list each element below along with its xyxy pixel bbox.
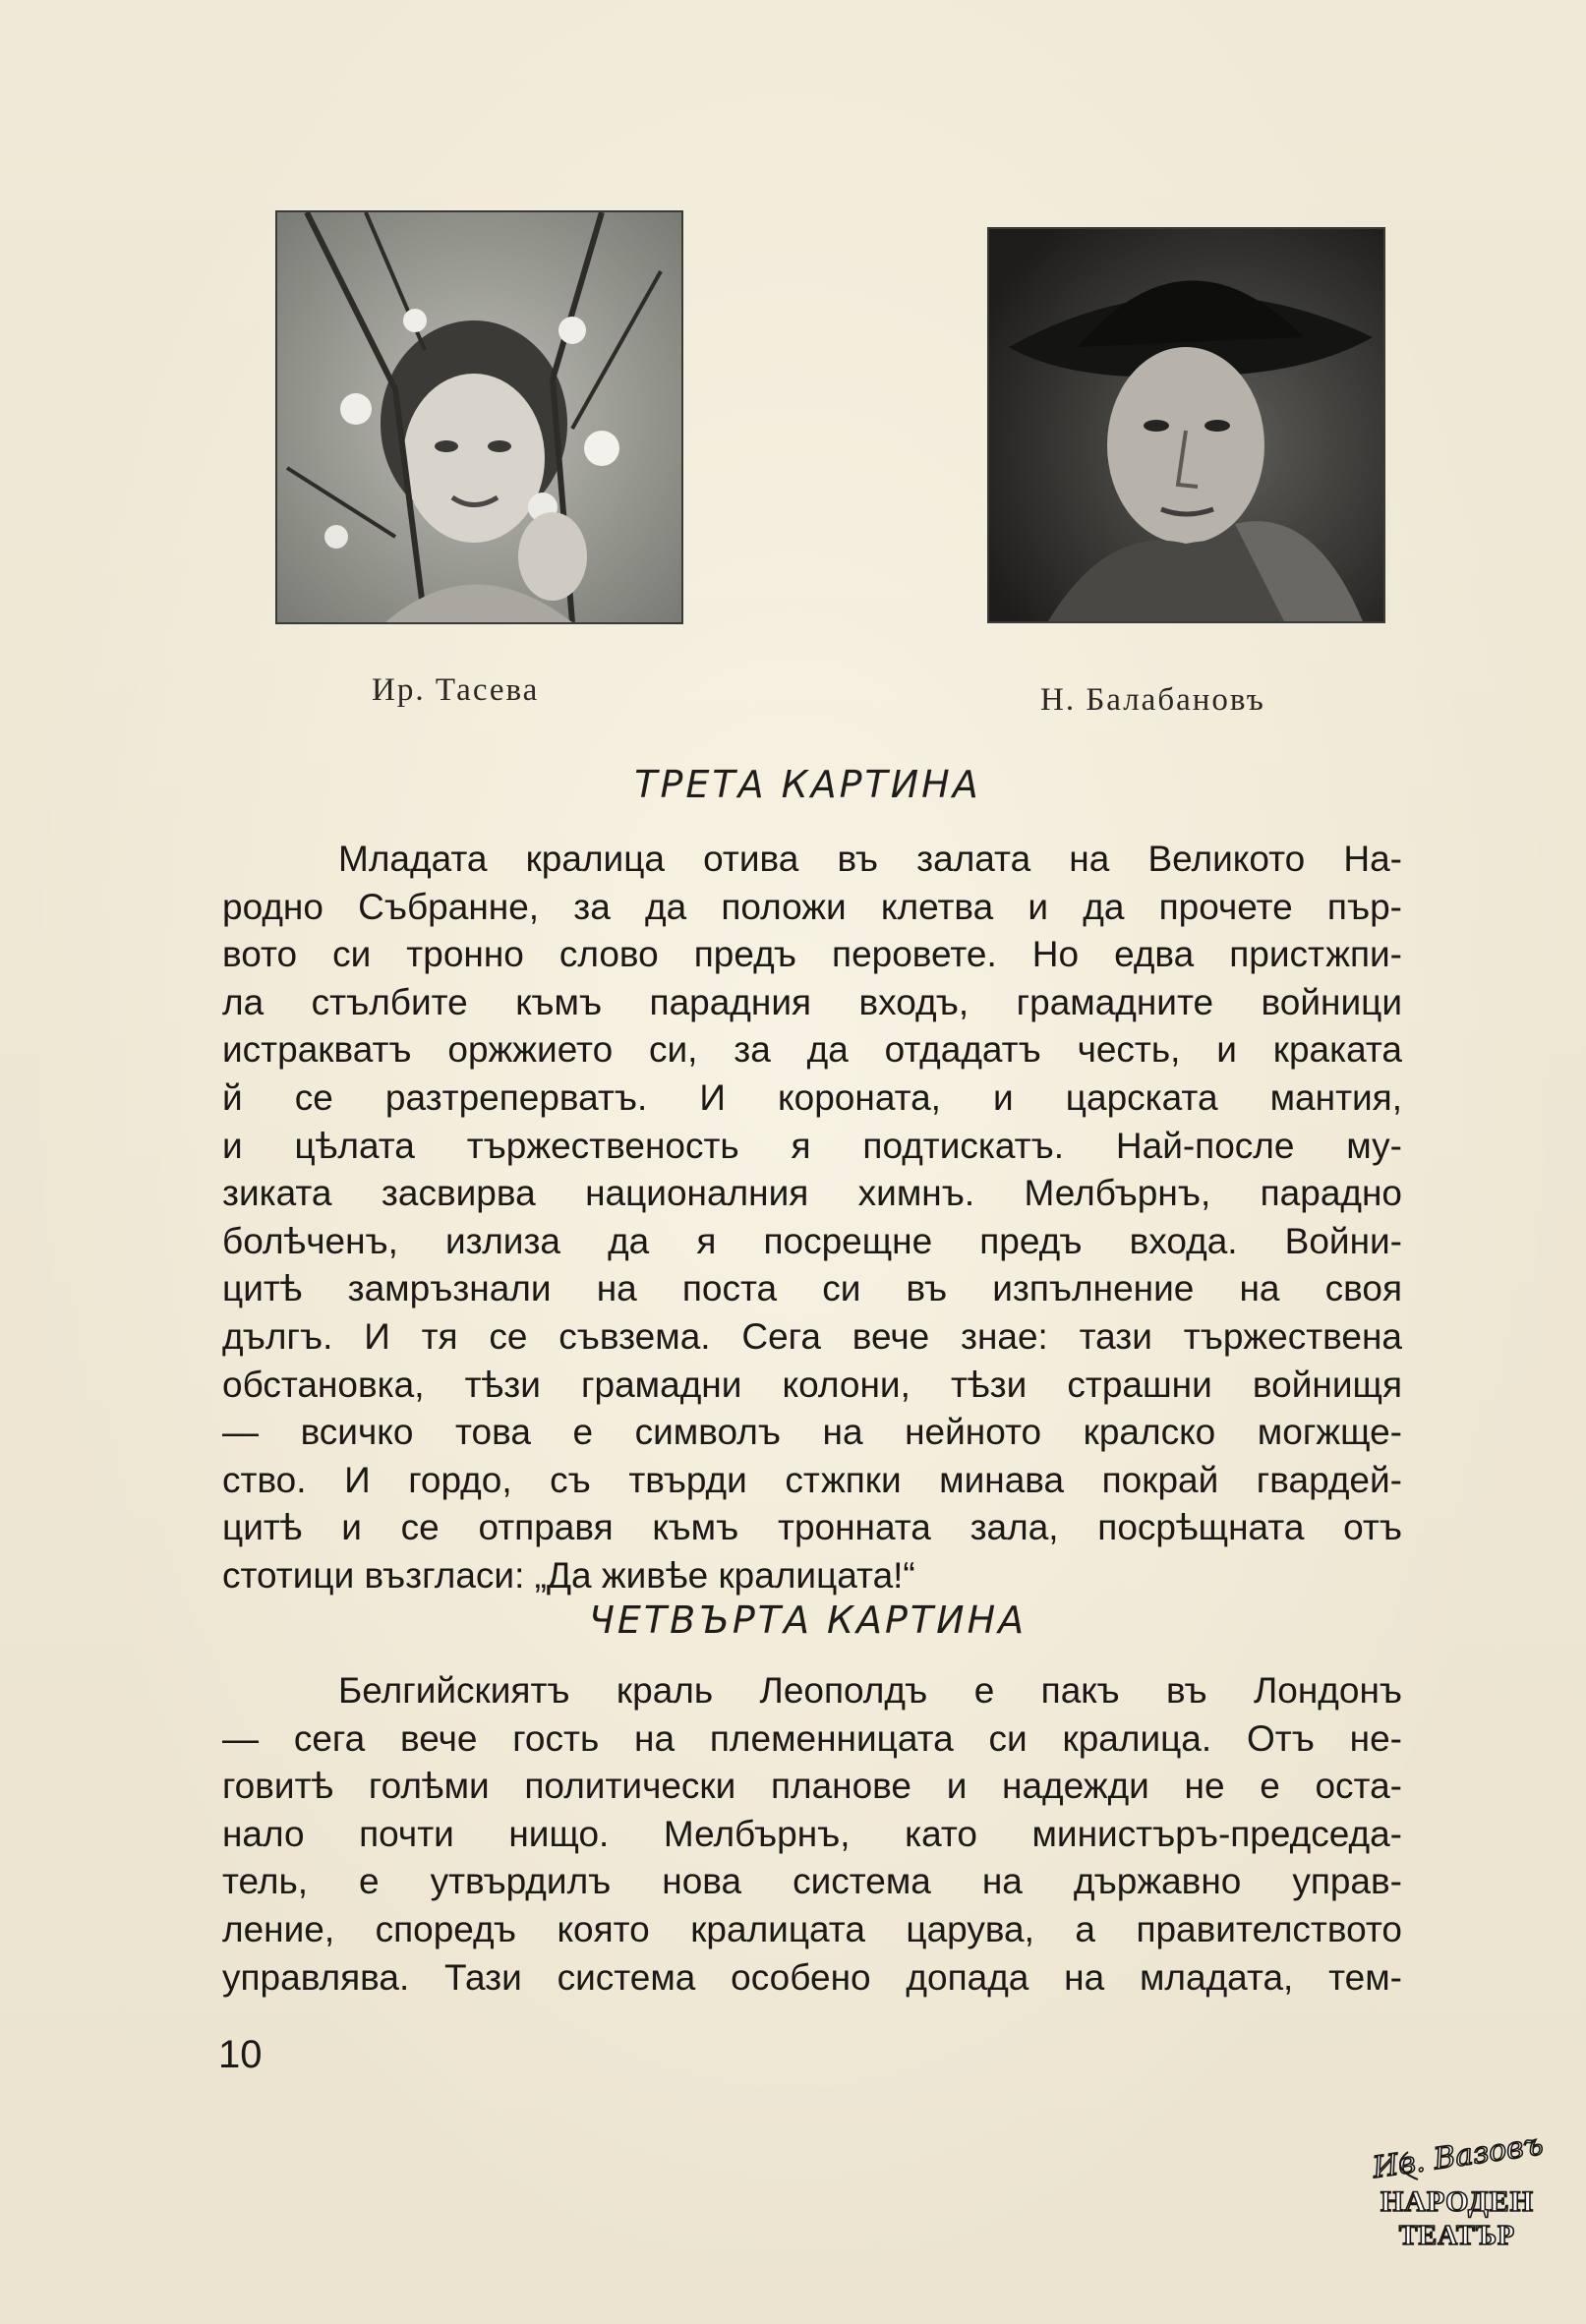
text-line: вото си тронно слово предъ перовете. Но едва пристжпи- (222, 934, 1402, 975)
portrait-left-image (277, 212, 681, 622)
text-line: дългъ. И тя се съвзема. Сега вече знае: тази тържествена (222, 1315, 1402, 1357)
scene-paragraph (222, 836, 1402, 1600)
scene-paragraph (222, 1667, 1402, 2002)
text-line: цитѣ замръзнали на поста си въ изпълнение на своя (222, 1268, 1402, 1309)
scene-heading: ТРЕТА КАРТИНА (634, 763, 981, 806)
portrait-caption-right: Н. Балабановъ (1040, 682, 1265, 718)
text-line: й се разтреперватъ. И короната, и царската мантия, (222, 1076, 1402, 1118)
portrait-caption-left: Ир. Тасева (372, 672, 540, 708)
text-line: зиката засвирва националния химнъ. Мелбърнъ, парадно (222, 1173, 1402, 1214)
text-line: Белгийскиятъ краль Леополдъ е пакъ въ Лондонъ (338, 1670, 1402, 1711)
text-line: ла стълбите къмъ парадния входъ, грамадните войници (222, 981, 1402, 1022)
text-line: — всичко това е символъ на нейното кралско могжще- (222, 1412, 1402, 1453)
theatre-stamp-logo (1369, 2128, 1546, 2256)
portrait-right-image (989, 229, 1383, 621)
text-line: родно Събранне, за да положи клетва и да прочете пър- (222, 886, 1402, 927)
scene-heading: ЧЕТВЪРТА КАРТИНА (588, 1598, 1028, 1642)
text-line: тель, е утвърдилъ нова система на държавно управ- (222, 1861, 1402, 1902)
text-line: и цѣлата тържественость я подтискатъ. Най-после му- (222, 1125, 1402, 1166)
text-line: стотици възгласи: „Да живѣе кралицата!“ (222, 1554, 915, 1596)
svg-text:ТЕАТЪР: ТЕАТЪР (1398, 2221, 1516, 2251)
portrait-photo-right (987, 227, 1385, 623)
text-line: говитѣ голѣми политически планове и надежди не е оста- (222, 1766, 1402, 1807)
text-line: управлява. Тази система особено допада на младата, тем- (222, 1956, 1402, 1998)
text-line: истракватъ оржжието си, за да отдадатъ честь, и краката (222, 1029, 1402, 1071)
text-line: Младата кралица отива въ залата на Великото На- (338, 839, 1402, 879)
text-line: цитѣ и се отправя къмъ тронната зала, посрѣщната отъ (222, 1507, 1402, 1548)
text-line: ление, споредъ която кралицата царува, а правителството (222, 1908, 1402, 1949)
text-line: ство. И гордо, съ твърди стжпки минава покрай гвардей- (222, 1459, 1402, 1500)
text-line: нало почти нищо. Мелбърнъ, като министъръ-председа- (222, 1813, 1402, 1854)
text-line: — сега вече гость на племенницата си кралица. Отъ не- (222, 1717, 1402, 1759)
svg-text:Ив. Вазовъ: Ив. Вазовъ (1370, 2128, 1546, 2186)
text-line: обстановка, тѣзи грамадни колони, тѣзи страшни войнищя (222, 1364, 1402, 1405)
portrait-photo-left (275, 210, 683, 624)
page-number: 10 (218, 2033, 263, 2076)
svg-text:НАРОДЕН: НАРОДЕН (1380, 2185, 1534, 2218)
text-line: болѣченъ, излиза да я посрещне предъ входа. Войни- (222, 1220, 1402, 1261)
